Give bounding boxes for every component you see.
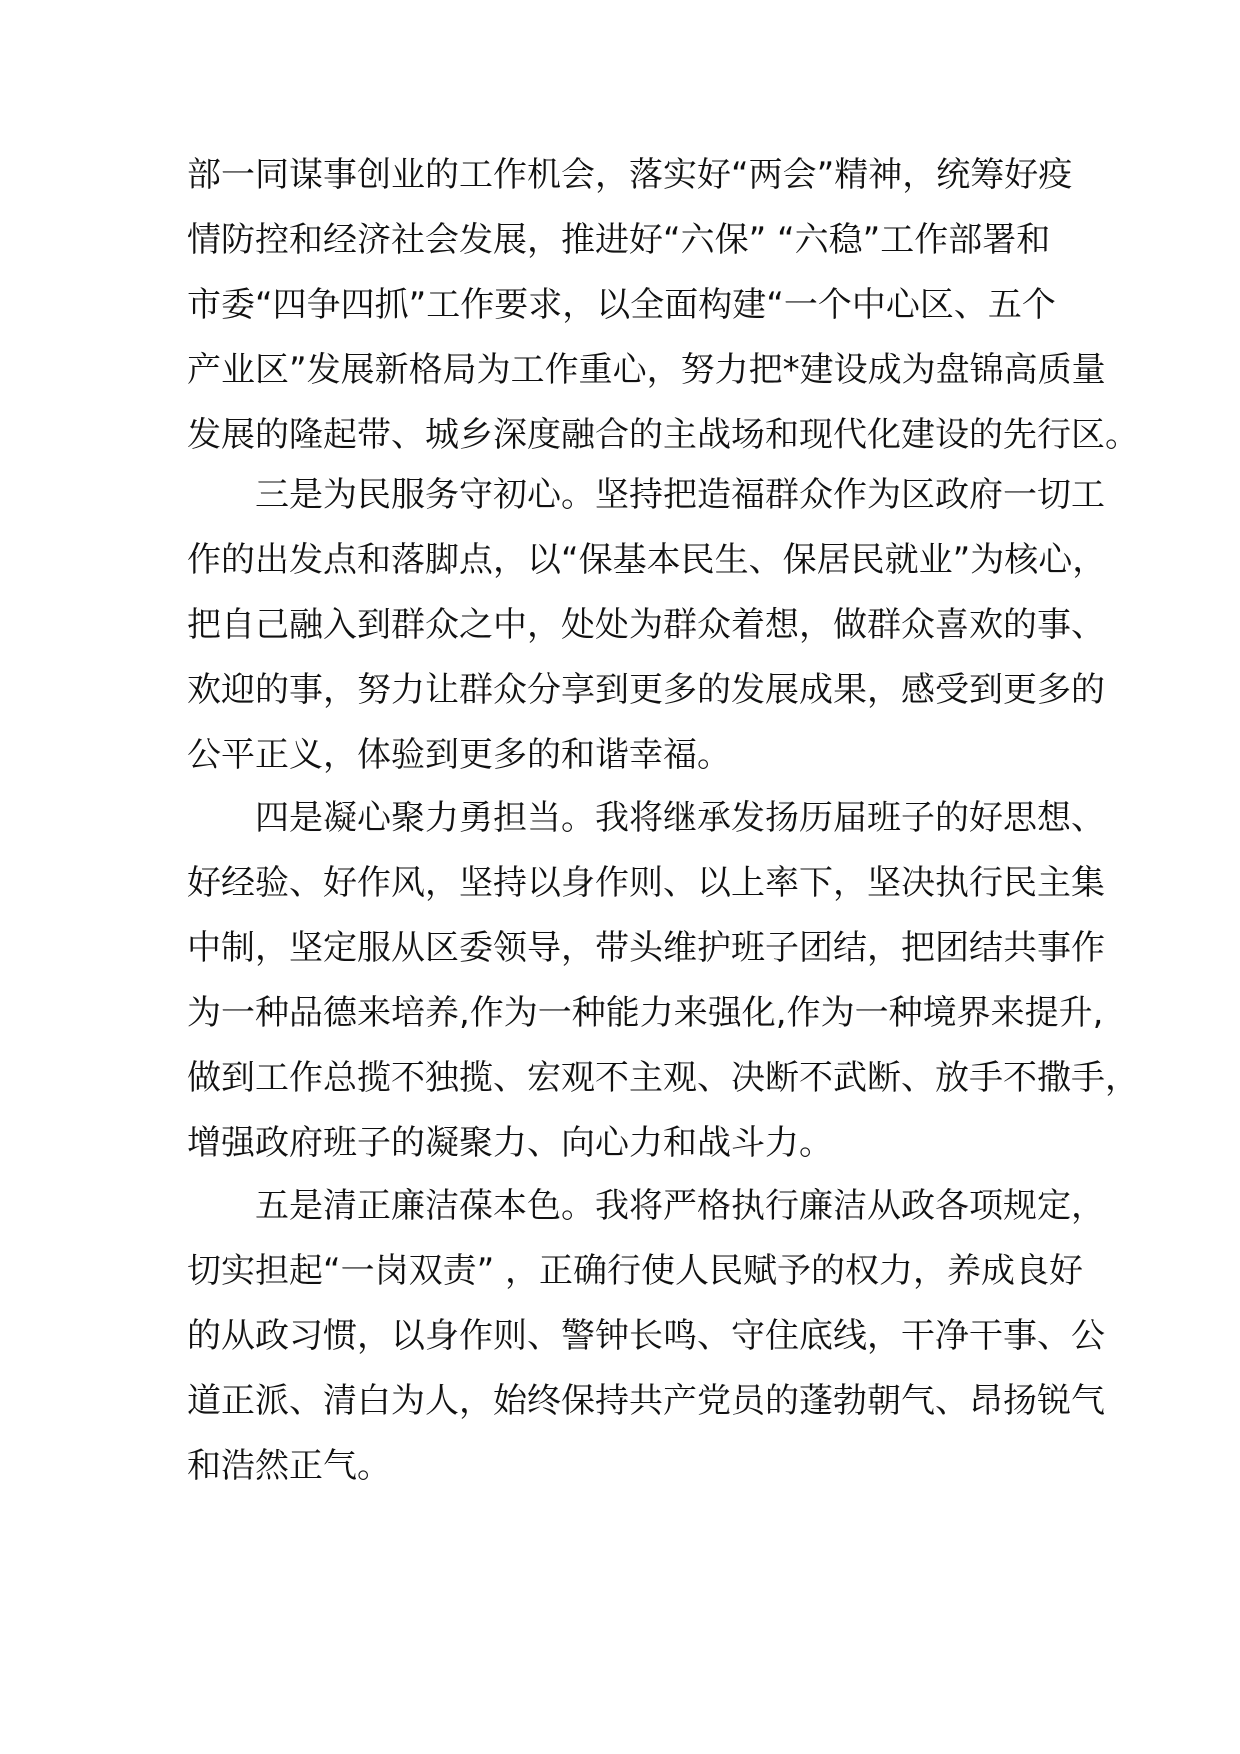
paragraph-line: 三是为民服务守初心。坚持把造福群众作为区政府一切工 (255, 475, 1105, 515)
paragraph-line: 情防控和经济社会发展，推进好“六保” “六稳”工作部署和 (187, 220, 1051, 260)
paragraph-line: 五是清正廉洁葆本色。我将严格执行廉洁从政各项规定， (255, 1186, 1105, 1226)
paragraph-line: 切实担起“一岗双责” ，正确行使人民赋予的权力，养成良好 (187, 1251, 1084, 1291)
paragraph-line: 中制，坚定服从区委领导，带头维护班子团结，把团结共事作 (187, 928, 1105, 968)
paragraph-line: 发展的隆起带、城乡深度融合的主战场和现代化建设的先行区。 (187, 415, 1139, 455)
paragraph-1 (187, 143, 1139, 468)
paragraph-line: 增强政府班子的凝聚力、向心力和战斗力。 (187, 1123, 833, 1163)
paragraph-4 (187, 1174, 1105, 1499)
paragraph-line: 公平正义，体验到更多的和谐幸福。 (187, 735, 731, 775)
paragraph-line: 部一同谋事创业的工作机会，落实好“两会”精神，统筹好疫 (187, 155, 1073, 195)
paragraph-line: 道正派、清白为人，始终保持共产党员的蓬勃朝气、昂扬锐气 (187, 1381, 1105, 1421)
paragraph-line: 欢迎的事，努力让群众分享到更多的发展成果，感受到更多的 (187, 670, 1105, 710)
paragraph-line: 作的出发点和落脚点，以“保基本民生、保居民就业”为核心， (187, 540, 1107, 580)
paragraph-line: 市委“四争四抓”工作要求，以全面构建“一个中心区、五个 (187, 285, 1056, 325)
paragraph-3 (187, 786, 1139, 1176)
paragraph-line: 四是凝心聚力勇担当。我将继承发扬历届班子的好思想、 (255, 798, 1105, 838)
paragraph-line: 好经验、好作风，坚持以身作则、以上率下，坚决执行民主集 (187, 863, 1105, 903)
paragraph-line: 和浩然正气。 (187, 1446, 391, 1486)
paragraph-line: 把自己融入到群众之中，处处为群众着想，做群众喜欢的事、 (187, 605, 1105, 645)
paragraph-2 (187, 463, 1107, 788)
paragraph-line: 的从政习惯，以身作则、警钟长鸣、守住底线，干净干事、公 (187, 1316, 1105, 1356)
paragraph-line: 为一种品德来培养,作为一种能力来强化,作为一种境界来提升, (187, 993, 1104, 1033)
paragraph-line: 做到工作总揽不独揽、宏观不主观、决断不武断、放手不撒手， (187, 1058, 1139, 1098)
paragraph-line: 产业区”发展新格局为工作重心，努力把*建设成为盘锦高质量 (187, 350, 1106, 390)
